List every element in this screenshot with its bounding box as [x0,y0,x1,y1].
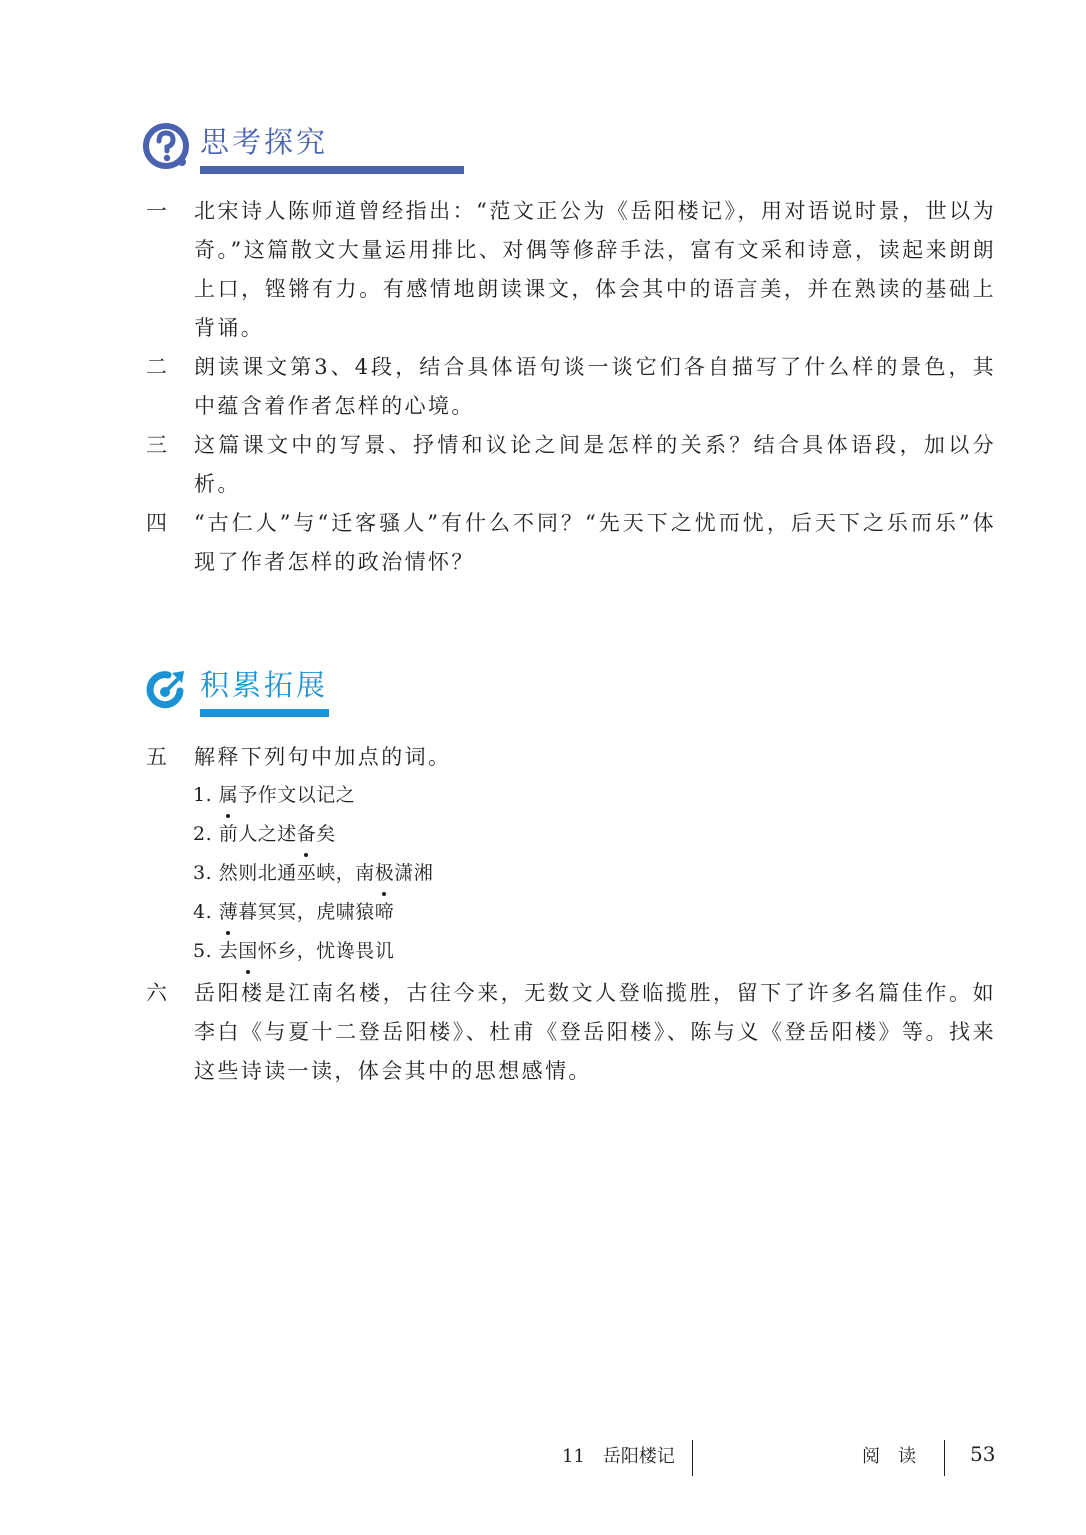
footer-divider [692,1440,693,1476]
question-number: 二 [146,355,170,379]
emphasis-dotted-word: 属 [219,776,239,815]
page-number: 53 [970,1442,996,1466]
sub-item-text-before: 去 [218,940,239,962]
footer-category: 阅 读 [862,1446,916,1467]
sub-item-number: 3. [193,862,213,884]
footer-lesson-title: 11 岳阳楼记 [562,1446,675,1467]
question-number: 三 [146,433,170,457]
sub-item-number: 1. [193,784,213,806]
sub-item [193,854,433,893]
sub-item-text-before: 前人之述 [218,823,297,845]
emphasis-dotted-word: 国 [238,932,258,971]
section-underline [200,709,329,717]
sub-item [193,932,394,971]
section-underline [200,166,464,174]
refresh-arrow-icon [142,665,190,713]
question-text: 岳阳楼是江南名楼，古往今来，无数文人登临揽胜，留下了许多名篇佳作。如李白《与夏十二登岳阳楼》、杜甫《登岳阳楼》、陈与义《登岳阳楼》等。找来这些诗读一读，体会其中的思想感情。 [194,981,996,1083]
question-text: 这篇课文中的写景、抒情和议论之间是怎样的关系？结合具体语段，加以分析。 [194,433,996,496]
question-item [146,738,996,777]
section-title: 积累拓展 [200,668,329,702]
question-number: 六 [146,981,170,1005]
emphasis-dotted-word: 备 [297,815,317,854]
sub-item-text-after: 矣 [316,823,336,845]
footer-divider [944,1440,945,1476]
section-title: 思考探究 [200,125,329,159]
sub-item-number: 5. [193,940,213,962]
question-item [146,504,996,582]
question-text: 北宋诗人陈师道曾经指出：“范文正公为《岳阳楼记》，用对语说时景，世以为奇。”这篇散文大量运用排比、对偶等修辞手法，富有文采和诗意，读起来朗朗上口，铿锵有力。有感情地朗读课文，体会其中的语言美，并在熟读的基础上背诵。 [194,199,996,340]
sub-item-text-after: 怀乡，忧谗畏讥 [257,940,395,962]
question-circle-icon [142,122,190,170]
question-text: “古仁人”与“迁客骚人”有什么不同？“先天下之忧而忧，后天下之乐而乐”体现了作者怎样的政治情怀？ [194,511,996,574]
sub-item-text-after: 暮冥冥，虎啸猿啼 [238,901,395,923]
sub-item [193,776,355,815]
question-item [146,974,996,1091]
sub-item-number: 2. [193,823,213,845]
question-item [146,348,996,426]
question-text: 解释下列句中加点的词。 [194,745,452,769]
question-text: 朗读课文第3、4段，结合具体语句谈一谈它们各自描写了什么样的景色，其中蕴含着作者怎样的心境。 [194,355,996,418]
question-number: 一 [146,199,170,223]
question-item [146,192,996,348]
sub-item [193,815,336,854]
emphasis-dotted-word: 薄 [219,893,239,932]
emphasis-dotted-word: 极 [375,854,395,893]
question-number: 五 [146,745,170,769]
sub-item [193,893,394,932]
sub-item-number: 4. [193,901,213,923]
sub-item-text-before: 然则北通巫峡，南 [218,862,375,884]
sub-item-text-after: 予作文以记之 [238,784,356,806]
question-number: 四 [146,511,170,535]
question-item [146,426,996,504]
sub-item-text-after: 潇湘 [394,862,434,884]
